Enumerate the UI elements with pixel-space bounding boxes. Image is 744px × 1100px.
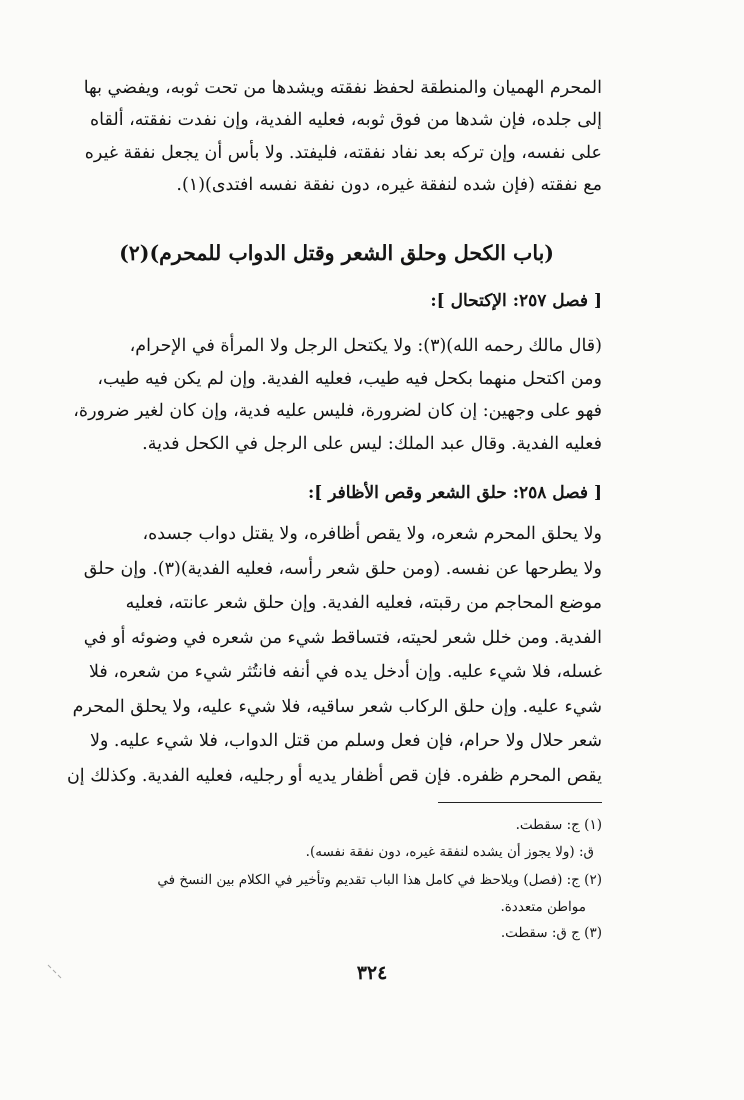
section-258-heading: [ فصل ٢٥٨: حلق الشعر وقص الأظافر ]: (308, 483, 602, 503)
footnote-2-continuation: مواطن متعددة. (500, 899, 586, 915)
text-line: مع نفقته (فإن شده لنفقة غيره، دون نفقة نفسه افتدى)(١). (176, 174, 602, 195)
text-line: المحرم الهميان والمنطقة لحفظ نفقته ويشدها من تحت ثوبه، ويفضي بها (83, 78, 602, 98)
text-line: شيء عليه. وإن حلق الركاب شعر ساقيه، فلا شيء عليه، ولا يحلق المحرم (72, 696, 602, 717)
text-line: ومن اكتحل منهما بكحل فيه طيب، فعليه الفدية. وإن لم يكن فيه طيب، (97, 368, 602, 389)
scan-speck-mark (46, 962, 64, 980)
page-number: ٣٢٤ (356, 962, 388, 984)
footnotes (140, 812, 602, 946)
footnote-1: (١) ج: سقطت. (515, 817, 602, 833)
chapter-heading: (باب الكحل وحلق الشعر وقتل الدواب للمحرم)(٢) (119, 241, 554, 265)
text-line: إلى جلده، فإن شدها من فوق ثوبه، فعليه الفدية، وإن نفدت نفقته، ألقاه (90, 110, 602, 131)
text-line: فعليه الفدية. وقال عبد الملك: ليس على الرجل في الكحل فدية. (142, 433, 602, 454)
text-line: موضع المحاجم من رقبته، فعليه الفدية. وإن حلق شعر عانته، فعليه (125, 593, 602, 613)
text-line: ولا يطرحها عن نفسه. (ومن حلق شعر رأسه، فعليه الفدية)(٣). وإن حلق (83, 558, 602, 579)
text-line: غسله، فلا شيء عليه. وإن أدخل يده في أنفه فانتُثر شيء من شعره، فلا (88, 662, 602, 682)
paragraph-continuation (83, 72, 602, 201)
text-line: (قال مالك رحمه الله)(٣): ولا يكتحل الرجل ولا المرأة في الإحرام، (129, 336, 602, 356)
text-line: على نفسه، وإن تركه بعد نفاد نفقته، فليفتد. ولا بأس أن يجعل نفقة غيره (84, 142, 602, 163)
text-line: الفدية. ومن خلل شعر لحيته، فتساقط شيء من شعره في وضوئه أو في (83, 627, 602, 648)
footnote-3: (٣) ج ق: سقطت. (500, 925, 602, 941)
section-257-body (73, 330, 602, 460)
text-line: شعر حلال ولا حرام، فإن فعل وسلم من قتل الدواب، فلا شيء عليه. ولا (89, 731, 602, 751)
text-line: ولا يحلق المحرم شعره، ولا يقص أظافره، ولا يقتل دواب جسده، (142, 524, 602, 544)
section-258-body (66, 517, 602, 793)
footnote-separator (438, 802, 602, 803)
text-line: يقص المحرم ظفره. فإن قص أظفار يديه أو رجليه، فعليه الفدية. وكذلك إن (66, 765, 602, 786)
footnote-2: (٢) ج: (فصل) ويلاحظ في كامل هذا الباب تقديم وتأخير في الكلام بين النسخ في (157, 872, 602, 888)
footnote-1-continuation: ق: (ولا يجوز أن يشده لنفقة غيره، دون نفقة نفسه). (305, 844, 594, 860)
text-line: فهو على وجهين: إن كان لضرورة، فليس عليه فدية، وإن كان لغير ضرورة، (73, 401, 602, 421)
section-257-heading: [ فصل ٢٥٧: الإكتحال ]: (430, 291, 602, 311)
